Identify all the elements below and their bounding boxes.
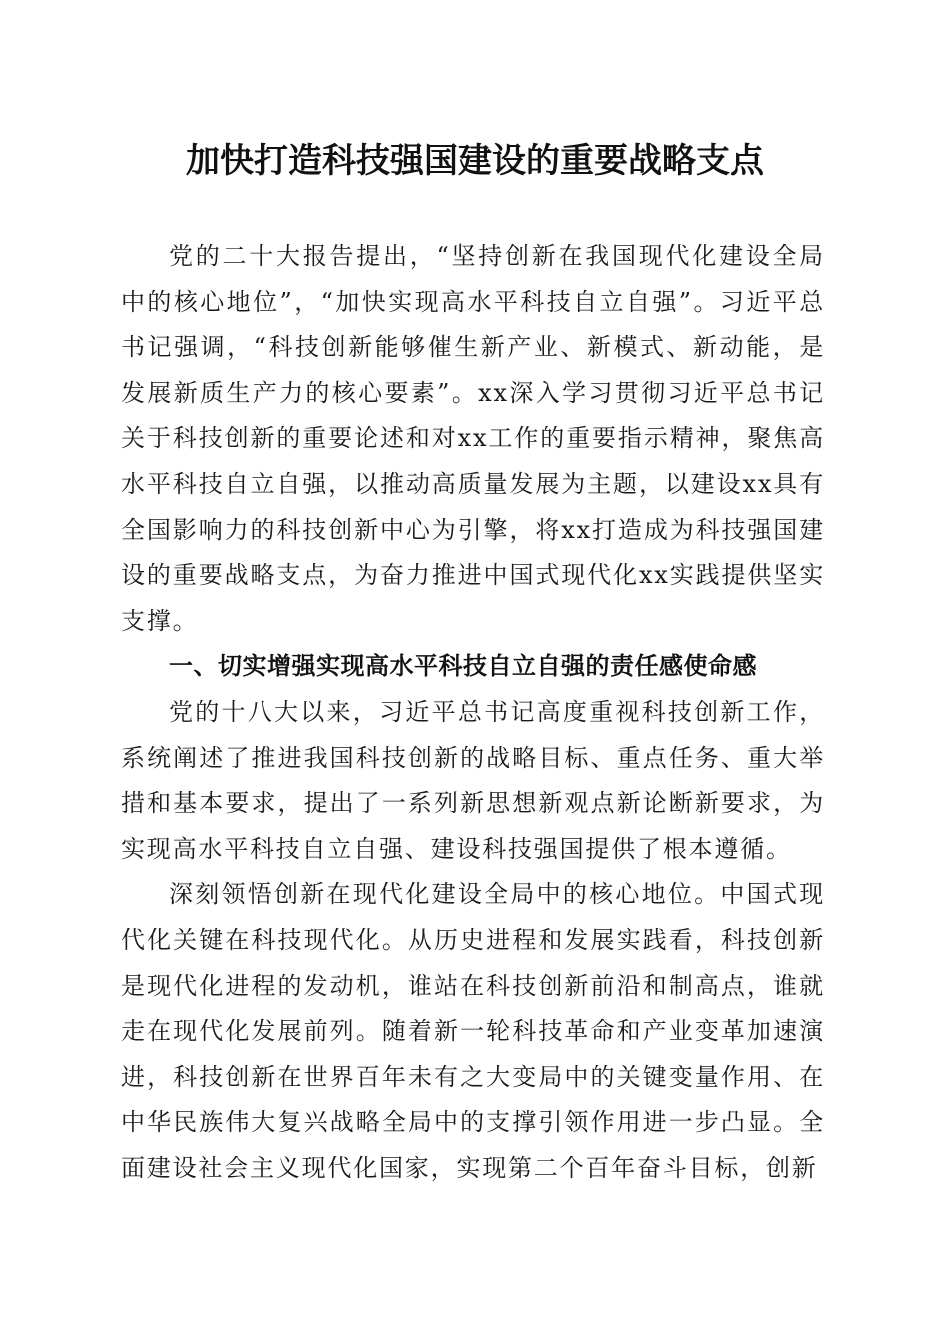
intro-paragraph: 党的二十大报告提出，“坚持创新在我国现代化建设全局中的核心地位”，“加快实现高水平科技自立自强”。习近平总书记强调，“科技创新能够催生新产业、新模式、新动能，是发展新质生产力的核心要素”。xx深入学习贯彻习近平总书记关于科技创新的重要论述和对xx工作的重要指示精神，聚焦高水平科技自立自强，以推动高质量发展为主题，以建设xx具有全国影响力的科技创新中心为引擎，将xx打造成为科技强国建设的重要战略支点，为奋力推进中国式现代化xx实践提供坚实支撑。 bbox=[121, 242, 825, 635]
section-paragraph: 党的十八大以来，习近平总书记高度重视科技创新工作，系统阐述了推进我国科技创新的战略目标、重点任务、重大举措和基本要求，提出了一系列新思想新观点新论断新要求，为实现高水平科技自立自强、建设科技强国提供了根本遵循。 bbox=[121, 697, 825, 863]
section-paragraph: 深刻领悟创新在现代化建设全局中的核心地位。中国式现代化关键在科技现代化。从历史进程和发展实践看，科技创新是现代化进程的发动机，谁站在科技创新前沿和制高点，谁就走在现代化发展前列。随着新一轮科技革命和产业变革加速演进，科技创新在世界百年未有之大变局中的关键变量作用、在中华民族伟大复兴战略全局中的支撑引领作用进一步凸显。全面建设社会主义现代化国家，实现第二个百年奋斗目标，创新 bbox=[121, 880, 825, 1182]
document-title: 加快打造科技强国建设的重要战略支点 bbox=[186, 141, 764, 181]
section-heading: 一、切实增强实现高水平科技自立自强的责任感使命感 bbox=[169, 652, 757, 681]
document-body bbox=[121, 234, 825, 1191]
